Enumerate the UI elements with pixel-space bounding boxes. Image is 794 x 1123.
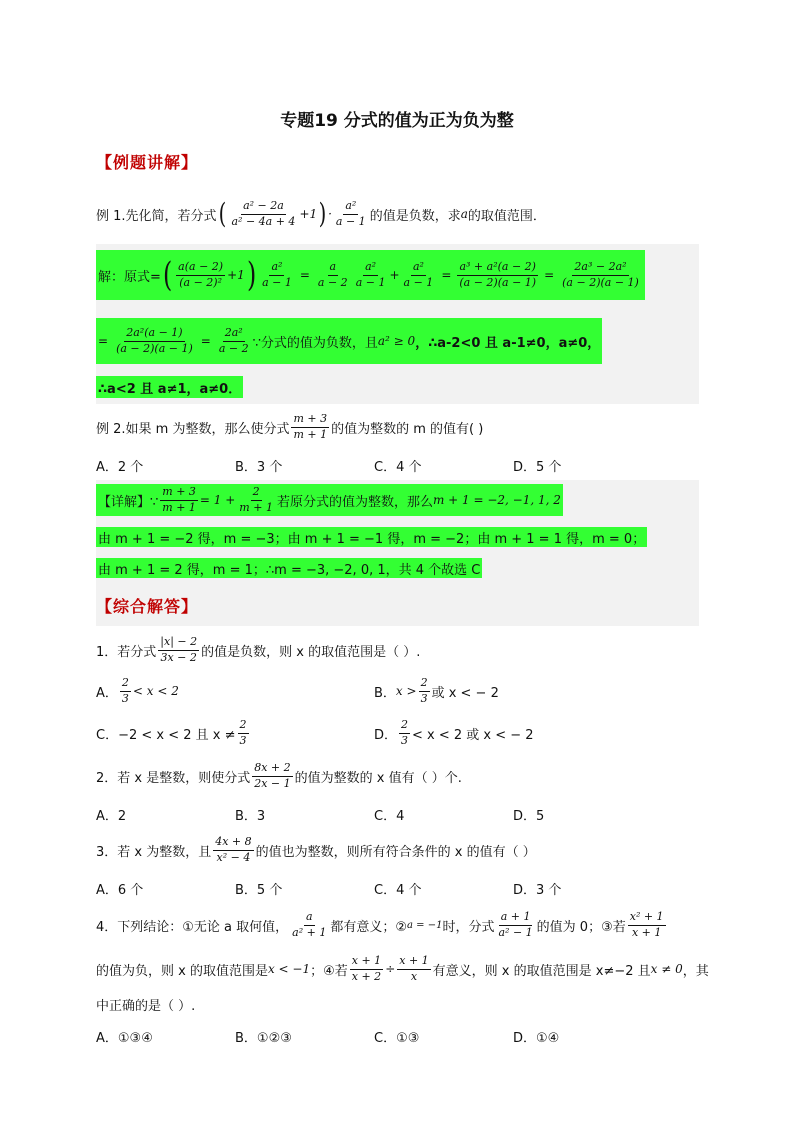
example-1-prefix: 例 1.先化简，若分式 (96, 208, 217, 224)
option-label: C． (96, 727, 119, 743)
fraction-denominator: 3 (420, 691, 428, 705)
question-4-text: 的值为负，则 x 的取值范围是 (96, 963, 268, 979)
dot-operator: · (328, 207, 332, 221)
highlight: 由 m + 1 = 2 得，m = 1；∴m = −3, −2, 0, 1，共 4 个故选 C (96, 558, 482, 578)
highlight (96, 318, 602, 364)
fraction-denominator: m + 1 (239, 500, 273, 514)
question-4-text: 时，分式 (442, 919, 495, 935)
option-text: −2 < x < 2 且 x ≠ (118, 727, 236, 743)
fraction (217, 327, 251, 355)
fraction-numerator: 2 (120, 677, 131, 692)
fraction-numerator: 2 (399, 719, 410, 734)
fraction-denominator: x + 1 (631, 925, 662, 939)
fraction-numerator: a² (343, 200, 358, 215)
fraction-numerator: 2 (419, 677, 430, 692)
fraction (114, 327, 195, 355)
section-heading-comprehensive: 【综合解答】 (96, 597, 199, 616)
condition: m + 1 = −2, −1, 1, 2 (432, 493, 561, 507)
fraction-denominator: x + 2 (351, 969, 382, 983)
fraction-denominator: x (410, 969, 418, 983)
example-2-solution-line-3 (96, 558, 482, 578)
question-4-line-2 (96, 950, 709, 988)
fraction-denominator: a − 1 (355, 275, 386, 289)
option-text: x > (395, 684, 417, 698)
question-3-fraction (213, 836, 253, 864)
question-4-line-1 (96, 906, 668, 944)
fraction-numerator: a(a − 2) (176, 261, 225, 276)
plus-sign: + (389, 268, 400, 282)
question-2-option-b[interactable]: B．3 (235, 809, 266, 824)
fraction-numerator: m + 3 (291, 413, 329, 428)
solution-text: 若原分式的值为整数，那么 (276, 494, 433, 510)
fraction (176, 261, 225, 289)
example-1-question (96, 192, 546, 236)
question-4-line-3 (96, 994, 195, 1014)
condition: a² ≥ 0 (377, 334, 416, 348)
plus-one: +1 (299, 207, 318, 221)
question-3-suffix: 的值也为整数，则所有符合条件的 x 的值有（ ） (255, 844, 536, 860)
question-4-text: ；④若 (310, 963, 348, 979)
fraction-numerator: x + 1 (350, 955, 383, 970)
fraction-numerator: x² + 1 (628, 911, 666, 926)
fraction-denominator: (a − 2)² (179, 275, 223, 289)
option-label: B． (374, 685, 396, 701)
open-paren: ( (218, 197, 226, 230)
question-4-option-c[interactable]: C．①③ (374, 1031, 420, 1046)
fraction-numerator: x + 1 (397, 955, 430, 970)
fraction-numerator: a² − 2a (241, 200, 286, 215)
example-1-solution-line-1 (96, 250, 645, 300)
fraction (397, 955, 430, 983)
fraction-denominator: 3 (239, 733, 247, 747)
equals-sign: = (98, 334, 109, 348)
example-2-option-b[interactable]: B．3 个 (235, 460, 283, 475)
fraction-denominator: 2x − 1 (254, 776, 291, 790)
fraction (399, 719, 410, 747)
fraction-denominator: a − 1 (403, 275, 434, 289)
question-3-option-c[interactable]: C．4 个 (374, 883, 422, 898)
question-2-option-a[interactable]: A．2 (96, 809, 127, 824)
equals-one-plus: = 1 + (199, 493, 236, 507)
question-4-text: 都有意义；② (330, 919, 408, 935)
example-2-solution-line-2 (96, 527, 647, 547)
fraction (560, 261, 641, 289)
fraction-denominator: a − 2 (317, 275, 348, 289)
fraction-numerator: 8x + 2 (252, 762, 292, 777)
fraction (628, 911, 666, 939)
page-title: 专题19 分式的值为正为负为整 (280, 111, 514, 131)
fraction (496, 911, 534, 939)
example-2-solution-line-1 (96, 484, 563, 516)
question-3-option-a[interactable]: A．6 个 (96, 883, 144, 898)
fraction-denominator: x² − 4 (216, 850, 251, 864)
question-1 (96, 632, 420, 668)
example-1-solution-line-3 (96, 376, 243, 398)
example-1-fraction-1 (229, 200, 297, 228)
fraction-numerator: a³ + a²(a − 2) (457, 261, 538, 276)
example-1-suffix: 的值是负数，求 (369, 208, 461, 224)
fraction-denominator: a² − 4a + 4 (231, 214, 296, 228)
solution-text: ，∴a-2<0 且 a-1≠0，a≠0， (415, 335, 601, 351)
fraction (316, 261, 350, 289)
equals-sign: = (200, 334, 211, 348)
divide-sign: ÷ (385, 962, 396, 976)
example-2-prefix: 例 2.如果 m 为整数，那么使分式 (96, 421, 290, 437)
highlight: ∴a<2 且 a≠1，a≠0． (96, 376, 243, 398)
fraction-denominator: a² − 1 (498, 925, 533, 939)
question-3 (96, 832, 536, 868)
question-3-option-d[interactable]: D．3 个 (513, 883, 562, 898)
example-2-option-d[interactable]: D．5 个 (513, 460, 562, 475)
condition: a = −1 (407, 919, 443, 931)
variable-a: a (460, 207, 468, 221)
solution-text: ∵分式的值为负数，且 (252, 335, 378, 351)
fraction-numerator: 2a² (223, 327, 245, 342)
question-1-prefix: 1．若分式 (96, 644, 157, 660)
question-2-option-d[interactable]: D．5 (513, 809, 545, 824)
question-1-suffix: 的值是负数，则 x 的取值范围是（ ）. (201, 644, 421, 660)
fraction (419, 677, 430, 705)
fraction-numerator: a (304, 911, 315, 926)
example-2-suffix: 的值为整数的 m 的值有( ) (331, 421, 484, 437)
example-1-fraction-2 (334, 200, 368, 228)
fraction-numerator: 2 (251, 486, 262, 501)
equals-sign: = (441, 268, 452, 282)
fraction-denominator: (a − 2)(a − 1) (562, 275, 639, 289)
fraction (290, 911, 328, 939)
fraction (238, 719, 249, 747)
fraction-denominator: 3x − 2 (160, 650, 197, 664)
question-4-text: 中正确的是（ ）. (96, 998, 196, 1014)
open-paren: ( (162, 255, 173, 295)
equals-sign: = (299, 268, 310, 282)
example-2-option-c[interactable]: C．4 个 (374, 460, 422, 475)
question-1-option-b[interactable] (374, 676, 499, 706)
example-1-solution-line-2 (96, 318, 602, 364)
fraction-numerator: |x| − 2 (158, 636, 199, 651)
question-2-fraction (252, 762, 292, 790)
plus-one: +1 (227, 268, 245, 282)
fraction-denominator: (a − 2)(a − 1) (116, 341, 193, 355)
fraction (237, 486, 275, 514)
question-4-text: 的值为 0；③若 (536, 919, 626, 935)
question-2-prefix: 2．若 x 是整数，则使分式 (96, 770, 251, 786)
option-label: A． (96, 685, 118, 701)
fraction-numerator: a (328, 261, 339, 276)
example-1-suffix-2: 的取值范围． (467, 208, 546, 224)
example-2-fraction (291, 413, 329, 441)
fraction (457, 261, 538, 289)
fraction-numerator: 2a³ − 2a² (572, 261, 628, 276)
question-2 (96, 758, 462, 794)
example-2-question (96, 410, 483, 444)
fraction (354, 261, 388, 289)
fraction-denominator: 3 (401, 733, 409, 747)
highlight (96, 484, 563, 516)
fraction-numerator: m + 3 (160, 486, 198, 501)
condition: x ≠ 0 (650, 962, 683, 976)
question-1-fraction (158, 636, 199, 664)
fraction-denominator: m + 1 (293, 427, 328, 441)
fraction-numerator: 2a²(a − 1) (124, 327, 184, 342)
option-label: D． (374, 727, 398, 743)
fraction-denominator: (a − 2)(a − 1) (459, 275, 537, 289)
fraction (260, 261, 294, 289)
question-1-option-c[interactable] (96, 718, 251, 748)
question-4-option-b[interactable]: B．①②③ (235, 1031, 292, 1046)
option-text: 或 x < − 2 (431, 685, 499, 701)
fraction (120, 677, 131, 705)
solution-prefix: 解：原式= (98, 269, 161, 285)
highlight: 由 m + 1 = −2 得，m = −3；由 m + 1 = −1 得，m = −2；由 m + 1 = 1 得，m = 0； (96, 527, 647, 547)
question-3-prefix: 3．若 x 为整数，且 (96, 844, 212, 860)
fraction (402, 261, 436, 289)
question-4-text: 有意义，则 x 的取值范围是 x≠−2 且 (432, 963, 651, 979)
fraction (160, 486, 198, 514)
fraction-denominator: 3 (121, 691, 129, 705)
question-1-option-a[interactable] (96, 676, 179, 706)
fraction-numerator: a² (363, 261, 378, 276)
fraction-denominator: m + 1 (162, 500, 196, 514)
question-3-option-b[interactable]: B．5 个 (235, 883, 283, 898)
fraction-numerator: 4x + 8 (213, 836, 253, 851)
question-4-text: 4．下列结论：①无论 a 取何值， (96, 919, 289, 935)
question-2-option-c[interactable]: C．4 (374, 809, 405, 824)
question-2-suffix: 的值为整数的 x 值有（ ）个. (294, 770, 462, 786)
question-4-option-d[interactable]: D．①④ (513, 1031, 560, 1046)
fraction-denominator: a − 1 (335, 214, 366, 228)
option-text: < x < 2 (132, 684, 179, 698)
fraction (350, 955, 383, 983)
example-2-option-a[interactable]: A．2 个 (96, 460, 144, 475)
close-paren: ) (246, 255, 257, 295)
fraction-denominator: a² + 1 (292, 925, 327, 939)
highlight (96, 250, 645, 300)
question-4-text: ，其 (682, 963, 709, 979)
condition: x < −1 (267, 962, 311, 976)
section-heading-examples: 【例题讲解】 (96, 153, 199, 172)
question-1-option-d[interactable] (374, 718, 534, 748)
fraction-denominator: a − 1 (262, 275, 292, 289)
fraction-numerator: 2 (238, 719, 249, 734)
question-4-option-a[interactable]: A．①③④ (96, 1031, 153, 1046)
close-paren: ) (318, 197, 327, 230)
fraction-denominator: a − 2 (218, 341, 249, 355)
equals-sign: = (544, 268, 555, 282)
option-text: < x < 2 或 x < − 2 (412, 727, 534, 743)
fraction-numerator: a + 1 (499, 911, 533, 926)
fraction-numerator: a² (269, 261, 284, 276)
solution-prefix: 【详解】∵ (98, 494, 159, 510)
fraction-numerator: a² (411, 261, 426, 276)
